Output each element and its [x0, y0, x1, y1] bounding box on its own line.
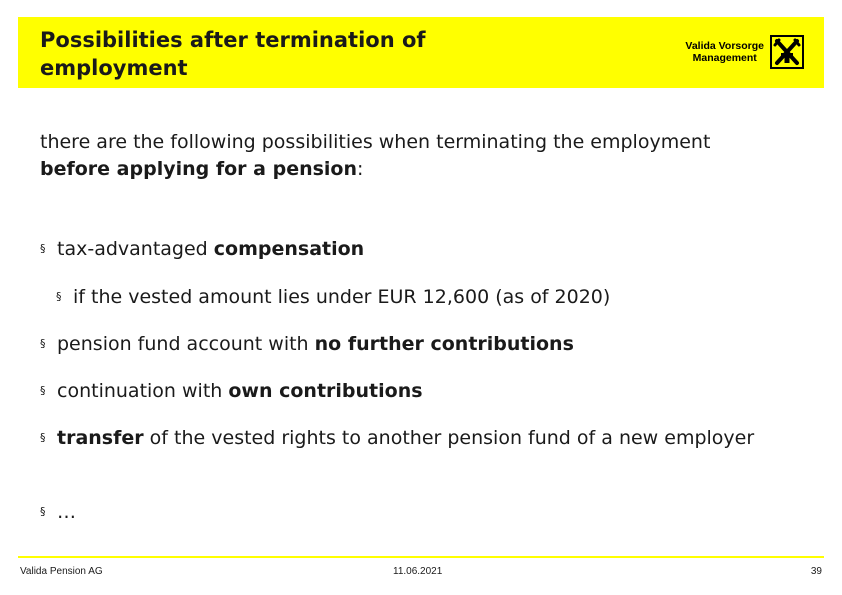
footer-divider — [18, 556, 824, 558]
bullet-marker: § — [40, 384, 46, 397]
bullet-emphasis: own contributions — [228, 380, 423, 402]
intro-paragraph — [40, 129, 780, 183]
page-number: 39 — [810, 566, 822, 577]
bullet-marker: § — [56, 290, 62, 303]
list-item — [40, 425, 777, 451]
bullet-marker: § — [40, 337, 46, 350]
bullet-text: pension fund account with — [57, 333, 315, 355]
bullet-emphasis: transfer — [57, 427, 144, 449]
slide-title — [40, 26, 600, 82]
raiffeisen-gable-cross-icon — [770, 35, 804, 69]
bullet-text: tax-advantaged — [57, 238, 214, 260]
list-item — [40, 499, 777, 525]
intro-colon: : — [357, 158, 364, 180]
bullet-emphasis: compensation — [213, 238, 365, 260]
bullet-text: of the vested rights to another pension fund of a new employer — [143, 427, 755, 449]
intro-emphasis: before applying for a pension — [40, 158, 358, 180]
logo-text — [685, 40, 764, 64]
bullet-text: … — [57, 501, 76, 523]
bullet-marker: § — [40, 431, 46, 444]
valida-logo — [685, 35, 804, 69]
list-item — [40, 378, 777, 404]
bullet-marker: § — [40, 505, 46, 518]
slide-title-line1: Possibilities after termination of — [40, 28, 426, 52]
footer-company: Valida Pension AG — [20, 566, 103, 577]
bullet-text: continuation with — [57, 380, 229, 402]
list-item — [40, 331, 777, 357]
intro-text: there are the following possibilities when terminating the employment — [40, 131, 711, 153]
header-banner — [18, 17, 824, 88]
footer-date: 11.06.2021 — [393, 566, 443, 577]
slide-title-line2: employment — [40, 56, 188, 80]
bullet-emphasis: no further contributions — [314, 333, 574, 355]
list-item — [56, 284, 793, 310]
logo-text-line2: Management — [692, 52, 757, 64]
list-item — [40, 236, 777, 262]
bullet-text: if the vested amount lies under EUR 12,600 (as of 2020) — [73, 286, 611, 308]
bullet-marker: § — [40, 242, 46, 255]
logo-text-line1: Valida Vorsorge — [685, 40, 764, 52]
